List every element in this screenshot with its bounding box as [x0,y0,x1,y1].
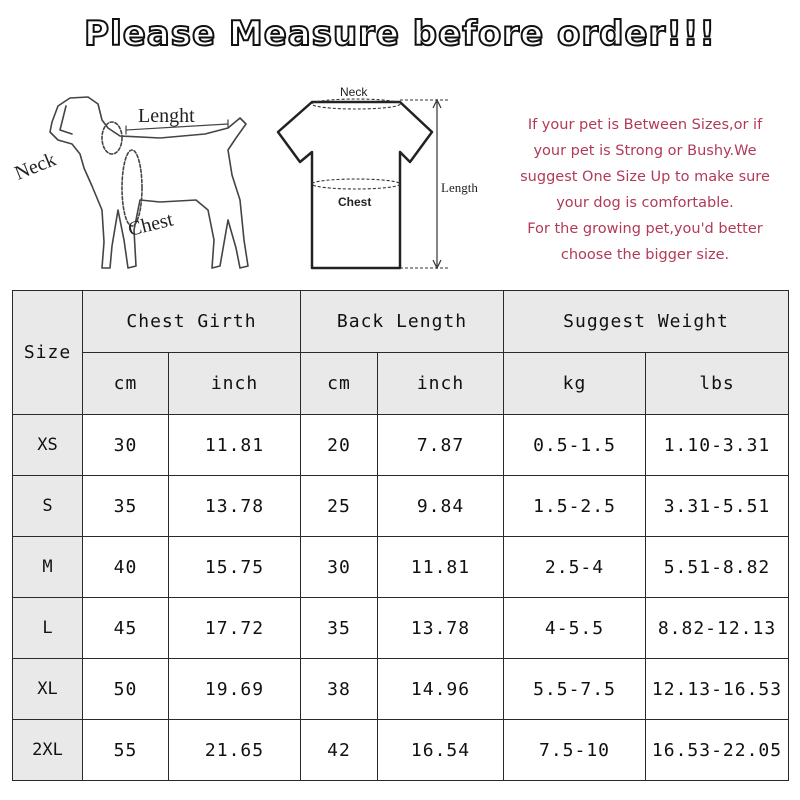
table-cell: 13.78 [169,476,301,537]
table-cell: 8.82-12.13 [646,598,789,659]
size-cell: S [13,476,83,537]
table-row [13,598,789,659]
table-units-row [13,353,789,415]
table-cell: 20 [301,415,378,476]
table-cell: 13.78 [378,598,504,659]
table-cell: 38 [301,659,378,720]
shirt-neck-label: Neck [340,85,368,99]
table-header-row [13,291,789,353]
page-title: Please Measure before order!!! [84,14,716,54]
table-cell: 16.53-22.05 [646,720,789,781]
table-cell: 30 [301,537,378,598]
size-cell: XL [13,659,83,720]
table-cell: 55 [83,720,169,781]
table-cell: 12.13-16.53 [646,659,789,720]
size-cell: M [13,537,83,598]
table-cell: 7.5-10 [504,720,646,781]
table-row [13,720,789,781]
chest-girth-header: Chest Girth [83,291,301,353]
table-cell: 0.5-1.5 [504,415,646,476]
unit-header: cm [83,353,169,415]
dog-length-label: Lenght [138,105,195,127]
shirt-length-label: Length [441,180,478,195]
table-cell: 45 [83,598,169,659]
suggest-weight-header: Suggest Weight [504,291,789,353]
table-cell: 21.65 [169,720,301,781]
table-cell: 40 [83,537,169,598]
unit-header: inch [378,353,504,415]
table-cell: 5.51-8.82 [646,537,789,598]
unit-header: kg [504,353,646,415]
shirt-chest-label: Chest [338,195,372,209]
advice-line: your dog is comfortable. [556,195,734,211]
size-cell: XS [13,415,83,476]
table-cell: 4-5.5 [504,598,646,659]
unit-header: inch [169,353,301,415]
table-cell: 1.10-3.31 [646,415,789,476]
table-cell: 42 [301,720,378,781]
table-cell: 35 [301,598,378,659]
measurement-illustration [0,70,500,285]
size-column-header: Size [13,291,83,415]
table-cell: 2.5-4 [504,537,646,598]
table-cell: 19.69 [169,659,301,720]
shirt-outline-icon [278,102,432,268]
advice-line: For the growing pet,you'd better [527,221,763,237]
table-cell: 35 [83,476,169,537]
table-cell: 15.75 [169,537,301,598]
size-advice [500,112,790,268]
table-cell: 5.5-7.5 [504,659,646,720]
advice-line: If your pet is Between Sizes,or if [527,117,763,133]
table-cell: 14.96 [378,659,504,720]
size-cell: L [13,598,83,659]
table-cell: 25 [301,476,378,537]
advice-line: your pet is Strong or Bushy.We [533,143,757,159]
table-row [13,537,789,598]
table-row [13,659,789,720]
advice-line: choose the bigger size. [560,247,730,263]
table-cell: 9.84 [378,476,504,537]
table-cell: 50 [83,659,169,720]
table-cell: 1.5-2.5 [504,476,646,537]
table-row [13,476,789,537]
table-cell: 3.31-5.51 [646,476,789,537]
table-row [13,415,789,476]
table-cell: 16.54 [378,720,504,781]
table-cell: 11.81 [169,415,301,476]
size-chart-table [12,290,789,781]
table-cell: 7.87 [378,415,504,476]
size-cell: 2XL [13,720,83,781]
dog-neck-label: Neck [11,148,60,185]
back-length-header: Back Length [301,291,504,353]
table-cell: 17.72 [169,598,301,659]
table-cell: 30 [83,415,169,476]
advice-line: suggest One Size Up to make sure [520,169,770,185]
table-cell: 11.81 [378,537,504,598]
unit-header: cm [301,353,378,415]
unit-header: lbs [646,353,789,415]
dog-chest-label: Chest [125,208,176,241]
